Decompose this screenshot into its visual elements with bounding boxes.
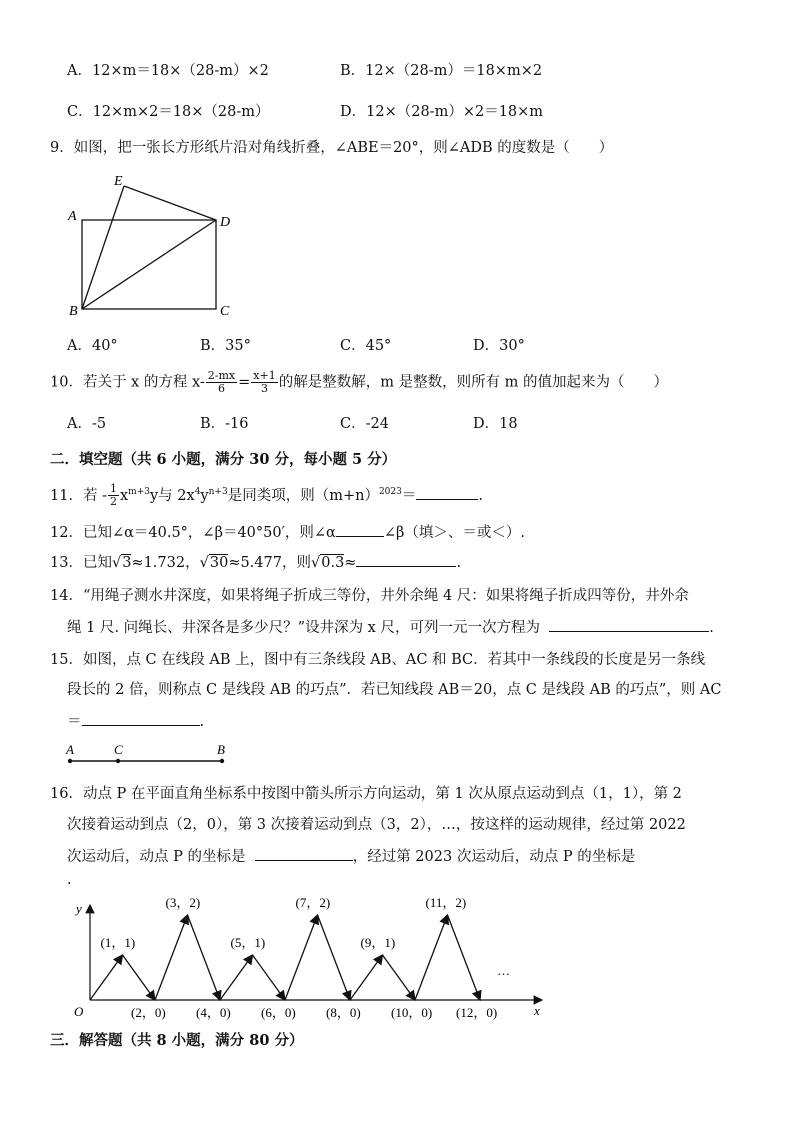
q8-option-c: C．12×m×2＝18×（28-m）: [67, 104, 270, 120]
q9-label-e: E: [114, 174, 123, 189]
q14-line-1: 14．“用绳子测水井深度，如果将绳子折成三等份，井外余绳 4 尺：如果将绳子折成四等份，井外余: [50, 588, 689, 604]
q16-origin-label: O: [74, 1004, 84, 1019]
q10-option-d: D．18: [473, 416, 518, 432]
q16-axis-point-label: (2，0): [131, 1005, 166, 1020]
q16-point-label: (3，2): [165, 895, 201, 910]
q8-option-a: A．12×m＝18×（28-m）×2: [67, 63, 269, 79]
q16-x-label: x: [534, 1003, 540, 1018]
q9-option-b: B．35°: [200, 338, 251, 354]
q16-coordinate-figure: [60, 895, 550, 1025]
q8-option-d: D．12×（28-m）×2＝18×m: [340, 104, 544, 120]
q16-path-segment: [188, 915, 221, 1000]
q16-path-segment: [123, 955, 156, 1000]
q16-path-segment: [448, 915, 481, 1000]
q10-fraction-2: $\frac{x+1}{3}$: [253, 369, 276, 395]
q15-answer-blank[interactable]: [82, 711, 200, 726]
q16-path-segment: [220, 955, 253, 1000]
q16-line-3: 次运动后，动点 P 的坐标是 ，经过第 2023 次运动后，动点 P 的坐标是: [67, 846, 635, 866]
q15-line-3: ＝ .: [67, 711, 204, 731]
q16-axis-point-label: (4，0): [196, 1005, 231, 1020]
q11-answer-blank[interactable]: [416, 485, 478, 500]
q16-path-segment: [155, 915, 188, 1000]
q16-answer-blank-1[interactable]: [255, 846, 353, 861]
section-2-heading: 二．填空题（共 6 小题，满分 30 分，每小题 5 分）: [50, 451, 397, 468]
q16-path-segment: [383, 955, 416, 1000]
q16-path-segment: [253, 955, 286, 1000]
q16-point-label: (7，2): [295, 895, 331, 910]
q8-option-b: B．12×（28-m）＝18×m×2: [340, 63, 543, 79]
q16-line-2: 次接着运动到点（2，0），第 3 次接着运动到点（3，2），…，按这样的运动规律，经过第 2022: [67, 817, 686, 833]
q15-segment-figure: [60, 740, 240, 770]
q9-option-d: D．30°: [473, 338, 525, 354]
q9-label-d: D: [220, 215, 231, 230]
q15-label-a: A: [66, 742, 74, 757]
q15-label-c: C: [114, 742, 123, 757]
q10-option-c: C．-24: [340, 416, 389, 432]
q10-option-a: A．-5: [67, 416, 107, 432]
q13-answer-blank[interactable]: [356, 552, 456, 567]
q16-point-label: (9，1): [360, 935, 396, 950]
q15-line-2: 段长的 2 倍，则称点 C 是线段 AB 的巧点”．若已知线段 AB＝20，点 C 是线段 AB 的巧点”，则 AC: [67, 682, 722, 698]
q16-path-segment: [285, 915, 318, 1000]
q16-axis-point-label: (6，0): [261, 1005, 296, 1020]
q16-axis-point-label: (10，0): [391, 1005, 433, 1020]
q15-label-b: B: [217, 742, 225, 757]
q16-line-4: .: [67, 872, 72, 888]
q16-path: [90, 915, 480, 1000]
q16-path-segment: [90, 955, 123, 1000]
q16-path-segment: [318, 915, 351, 1000]
q9-option-c: C．45°: [340, 338, 392, 354]
q16-point-label: (11，2): [425, 895, 467, 910]
q10-option-b: B．-16: [200, 416, 249, 432]
q16-line-1: 16．动点 P 在平面直角坐标系中按图中箭头所示方向运动，第 1 次从原点运动到点（1，1），第 2: [50, 786, 682, 802]
q16-y-label: y: [76, 901, 82, 916]
q12-stem: 12．已知∠α＝40.5°，∠β＝40°50′，则∠α ∠β（填＞、＝或＜）.: [50, 522, 525, 542]
q10-fraction-1: $\frac{2-mx}{6}$: [207, 369, 236, 395]
q16-path-segment: [415, 915, 448, 1000]
q10-stem: 10．若关于 x 的方程 x- $\frac{2-mx}{6}$ = $\frac{x+1}{3}$ 的解是整数解，m 是整数，则所有 m 的值加起来为（ ）: [50, 369, 669, 395]
q9-stem: 9．如图，把一张长方形纸片沿对角线折叠，∠ABE＝20°，则∠ADB 的度数是（ ）: [50, 140, 614, 156]
q12-answer-blank[interactable]: [336, 522, 384, 537]
q9-option-a: A．40°: [67, 338, 118, 354]
q14-line-2: 绳 1 尺. 问绳长、井深各是多少尺？”设井深为 x 尺，可列一元一次方程为 .: [67, 617, 714, 637]
q9-figure: [60, 170, 250, 325]
q16-ellipsis: …: [497, 963, 510, 978]
q11-fraction: $\frac{1}{2}$: [109, 482, 117, 509]
q16-path-segment: [350, 955, 383, 1000]
q9-label-c: C: [220, 304, 230, 319]
q11-stem: 11．若 - $\frac{1}{2}$ $x^{m+3}y$与 $2x^4y^{n+3}$是同类项，则$(m+n)^{2023}=$ .: [50, 482, 483, 509]
q14-answer-blank[interactable]: [549, 617, 709, 632]
section-3-heading: 三．解答题（共 8 小题，满分 80 分）: [50, 1032, 304, 1049]
q16-point-label: (5，1): [230, 935, 266, 950]
q9-label-a: A: [68, 209, 77, 224]
q16-axis-point-label: (8，0): [326, 1005, 361, 1020]
q9-label-b: B: [69, 304, 78, 319]
q15-line-1: 15．如图，点 C 在线段 AB 上，图中有三条线段 AB、AC 和 BC．若其中一条线段的长度是另一条线: [50, 652, 706, 668]
q16-point-label: (1，1): [100, 935, 136, 950]
q13-stem: 13．已知√3≈1.732，√30≈5.477，则√0.3≈ .: [50, 552, 461, 572]
q16-axis-point-label: (12，0): [456, 1005, 498, 1020]
